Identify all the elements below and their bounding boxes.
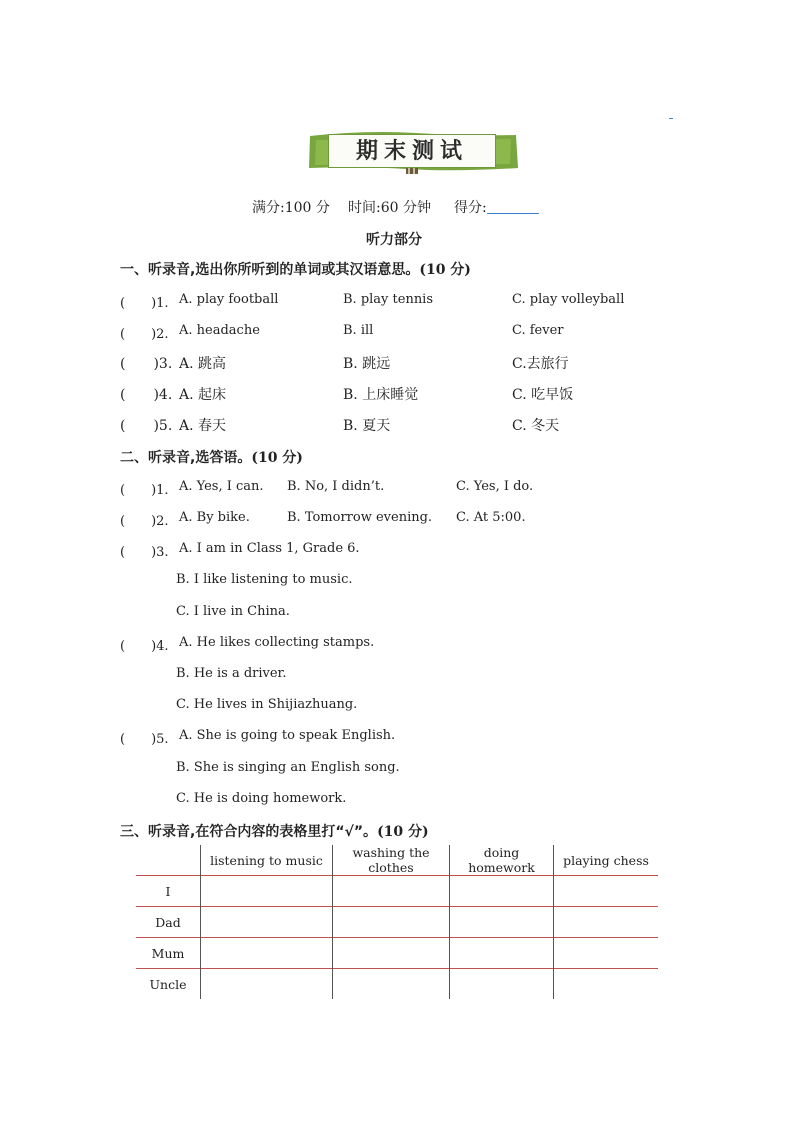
- s2-q2-number: ( )2.: [120, 514, 169, 529]
- s1-q2-number: ( )2.: [120, 327, 169, 342]
- s2-q5-option-a[interactable]: A. She is going to speak English.: [179, 728, 396, 743]
- answer-cell[interactable]: [450, 938, 554, 969]
- s1-q3-option-b[interactable]: B. 跳远: [343, 356, 391, 372]
- section1-heading-text: 一、听录音,选出你所听到的单词或其汉语意思。: [120, 262, 420, 278]
- s1-q4-number: ( )4.: [120, 387, 173, 403]
- s2-q3-option-b[interactable]: B. I like listening to music.: [176, 572, 353, 587]
- title-banner: [306, 128, 520, 174]
- s2-q3-number: ( )3.: [120, 545, 169, 560]
- s1-q1-option-b[interactable]: B. play tennis: [343, 292, 434, 307]
- table-row: [136, 969, 658, 1000]
- s1-q3-number: ( )3.: [120, 356, 173, 372]
- table-header-row: [136, 845, 658, 876]
- table-row: [136, 938, 658, 969]
- s2-q1-option-b[interactable]: B. No, I didn’t.: [287, 479, 385, 494]
- s2-q5-number: ( )5.: [120, 732, 169, 747]
- answer-cell[interactable]: [333, 907, 450, 938]
- section3-heading: [120, 821, 429, 841]
- section3-heading-text: 三、听录音,在符合内容的表格里打“√”。: [120, 824, 378, 840]
- row-header: Mum: [136, 938, 201, 969]
- answer-table: [136, 845, 658, 999]
- s1-q4-option-c[interactable]: C. 吃早饭: [512, 387, 574, 403]
- s2-q5-option-c[interactable]: C. He is doing homework.: [176, 791, 347, 806]
- s1-q5-number: ( )5.: [120, 418, 173, 434]
- s2-q1-option-c[interactable]: C. Yes, I do.: [456, 479, 534, 494]
- s2-q2-option-b[interactable]: B. Tomorrow evening.: [287, 510, 433, 525]
- s2-q3-option-c[interactable]: C. I live in China.: [176, 604, 290, 619]
- column-header: listening to music: [201, 845, 333, 876]
- s1-q2-option-c[interactable]: C. fever: [512, 323, 564, 338]
- s2-q3-option-a[interactable]: A. I am in Class 1, Grade 6.: [179, 541, 360, 556]
- row-header: I: [136, 876, 201, 907]
- section2-heading-text: 二、听录音,选答语。: [120, 450, 252, 466]
- score-blank[interactable]: [487, 199, 539, 214]
- s2-q1-number: ( )1.: [120, 483, 169, 498]
- s1-q4-option-b[interactable]: B. 上床睡觉: [343, 387, 419, 403]
- section2-points: (10 分): [251, 450, 303, 466]
- table-row: [136, 876, 658, 907]
- table-row: [136, 907, 658, 938]
- column-header: playing chess: [554, 845, 659, 876]
- section2-heading: [120, 447, 303, 467]
- part-title: 听力部分: [366, 232, 422, 248]
- s1-q4-option-a[interactable]: A. 起床: [179, 387, 227, 403]
- answer-cell[interactable]: [450, 876, 554, 907]
- s1-q1-number: ( )1.: [120, 296, 169, 311]
- s2-q4-option-c[interactable]: C. He lives in Shijiazhuang.: [176, 697, 358, 712]
- row-header: Uncle: [136, 969, 201, 1000]
- score-label: 得分:: [454, 200, 487, 216]
- page-title: 期末测试: [355, 139, 468, 164]
- column-header: doing homework: [450, 845, 554, 876]
- s1-q2-option-b[interactable]: B. ill: [343, 323, 374, 338]
- s2-q2-option-a[interactable]: A. By bike.: [179, 510, 250, 525]
- answer-cell[interactable]: [201, 969, 333, 1000]
- s1-q2-option-a[interactable]: A. headache: [179, 323, 260, 338]
- s2-q4-option-b[interactable]: B. He is a driver.: [176, 666, 287, 681]
- answer-cell[interactable]: [333, 876, 450, 907]
- column-header: washing the clothes: [333, 845, 450, 876]
- answer-cell[interactable]: [333, 969, 450, 1000]
- answer-cell[interactable]: [450, 969, 554, 1000]
- table-corner-cell: [136, 845, 201, 876]
- s1-q5-option-b[interactable]: B. 夏天: [343, 418, 391, 434]
- stray-mark: [669, 118, 673, 119]
- s1-q3-option-c[interactable]: C.去旅行: [512, 356, 569, 372]
- answer-cell[interactable]: [554, 907, 659, 938]
- section1-points: (10 分): [419, 262, 471, 278]
- answer-cell[interactable]: [201, 876, 333, 907]
- answer-cell[interactable]: [554, 876, 659, 907]
- exam-time: 时间:60 分钟: [348, 200, 431, 216]
- s1-q1-option-a[interactable]: A. play football: [179, 292, 279, 307]
- s2-q1-option-a[interactable]: A. Yes, I can.: [179, 479, 264, 494]
- answer-cell[interactable]: [554, 938, 659, 969]
- section1-heading: [120, 259, 471, 279]
- answer-cell[interactable]: [554, 969, 659, 1000]
- answer-cell[interactable]: [450, 907, 554, 938]
- s2-q4-option-a[interactable]: A. He likes collecting stamps.: [179, 635, 375, 650]
- score-field: [454, 197, 539, 217]
- s2-q4-number: ( )4.: [120, 639, 169, 654]
- answer-cell[interactable]: [201, 907, 333, 938]
- s1-q5-option-c[interactable]: C. 冬天: [512, 418, 560, 434]
- answer-cell[interactable]: [333, 938, 450, 969]
- banner-panel: [328, 134, 496, 168]
- s1-q3-option-a[interactable]: A. 跳高: [179, 356, 227, 372]
- s1-q5-option-a[interactable]: A. 春天: [179, 418, 227, 434]
- s1-q1-option-c[interactable]: C. play volleyball: [512, 292, 625, 307]
- s2-q5-option-b[interactable]: B. She is singing an English song.: [176, 760, 400, 775]
- answer-cell[interactable]: [201, 938, 333, 969]
- full-score: 满分:100 分: [252, 200, 330, 216]
- section3-points: (10 分): [377, 824, 429, 840]
- s2-q2-option-c[interactable]: C. At 5:00.: [456, 510, 526, 525]
- row-header: Dad: [136, 907, 201, 938]
